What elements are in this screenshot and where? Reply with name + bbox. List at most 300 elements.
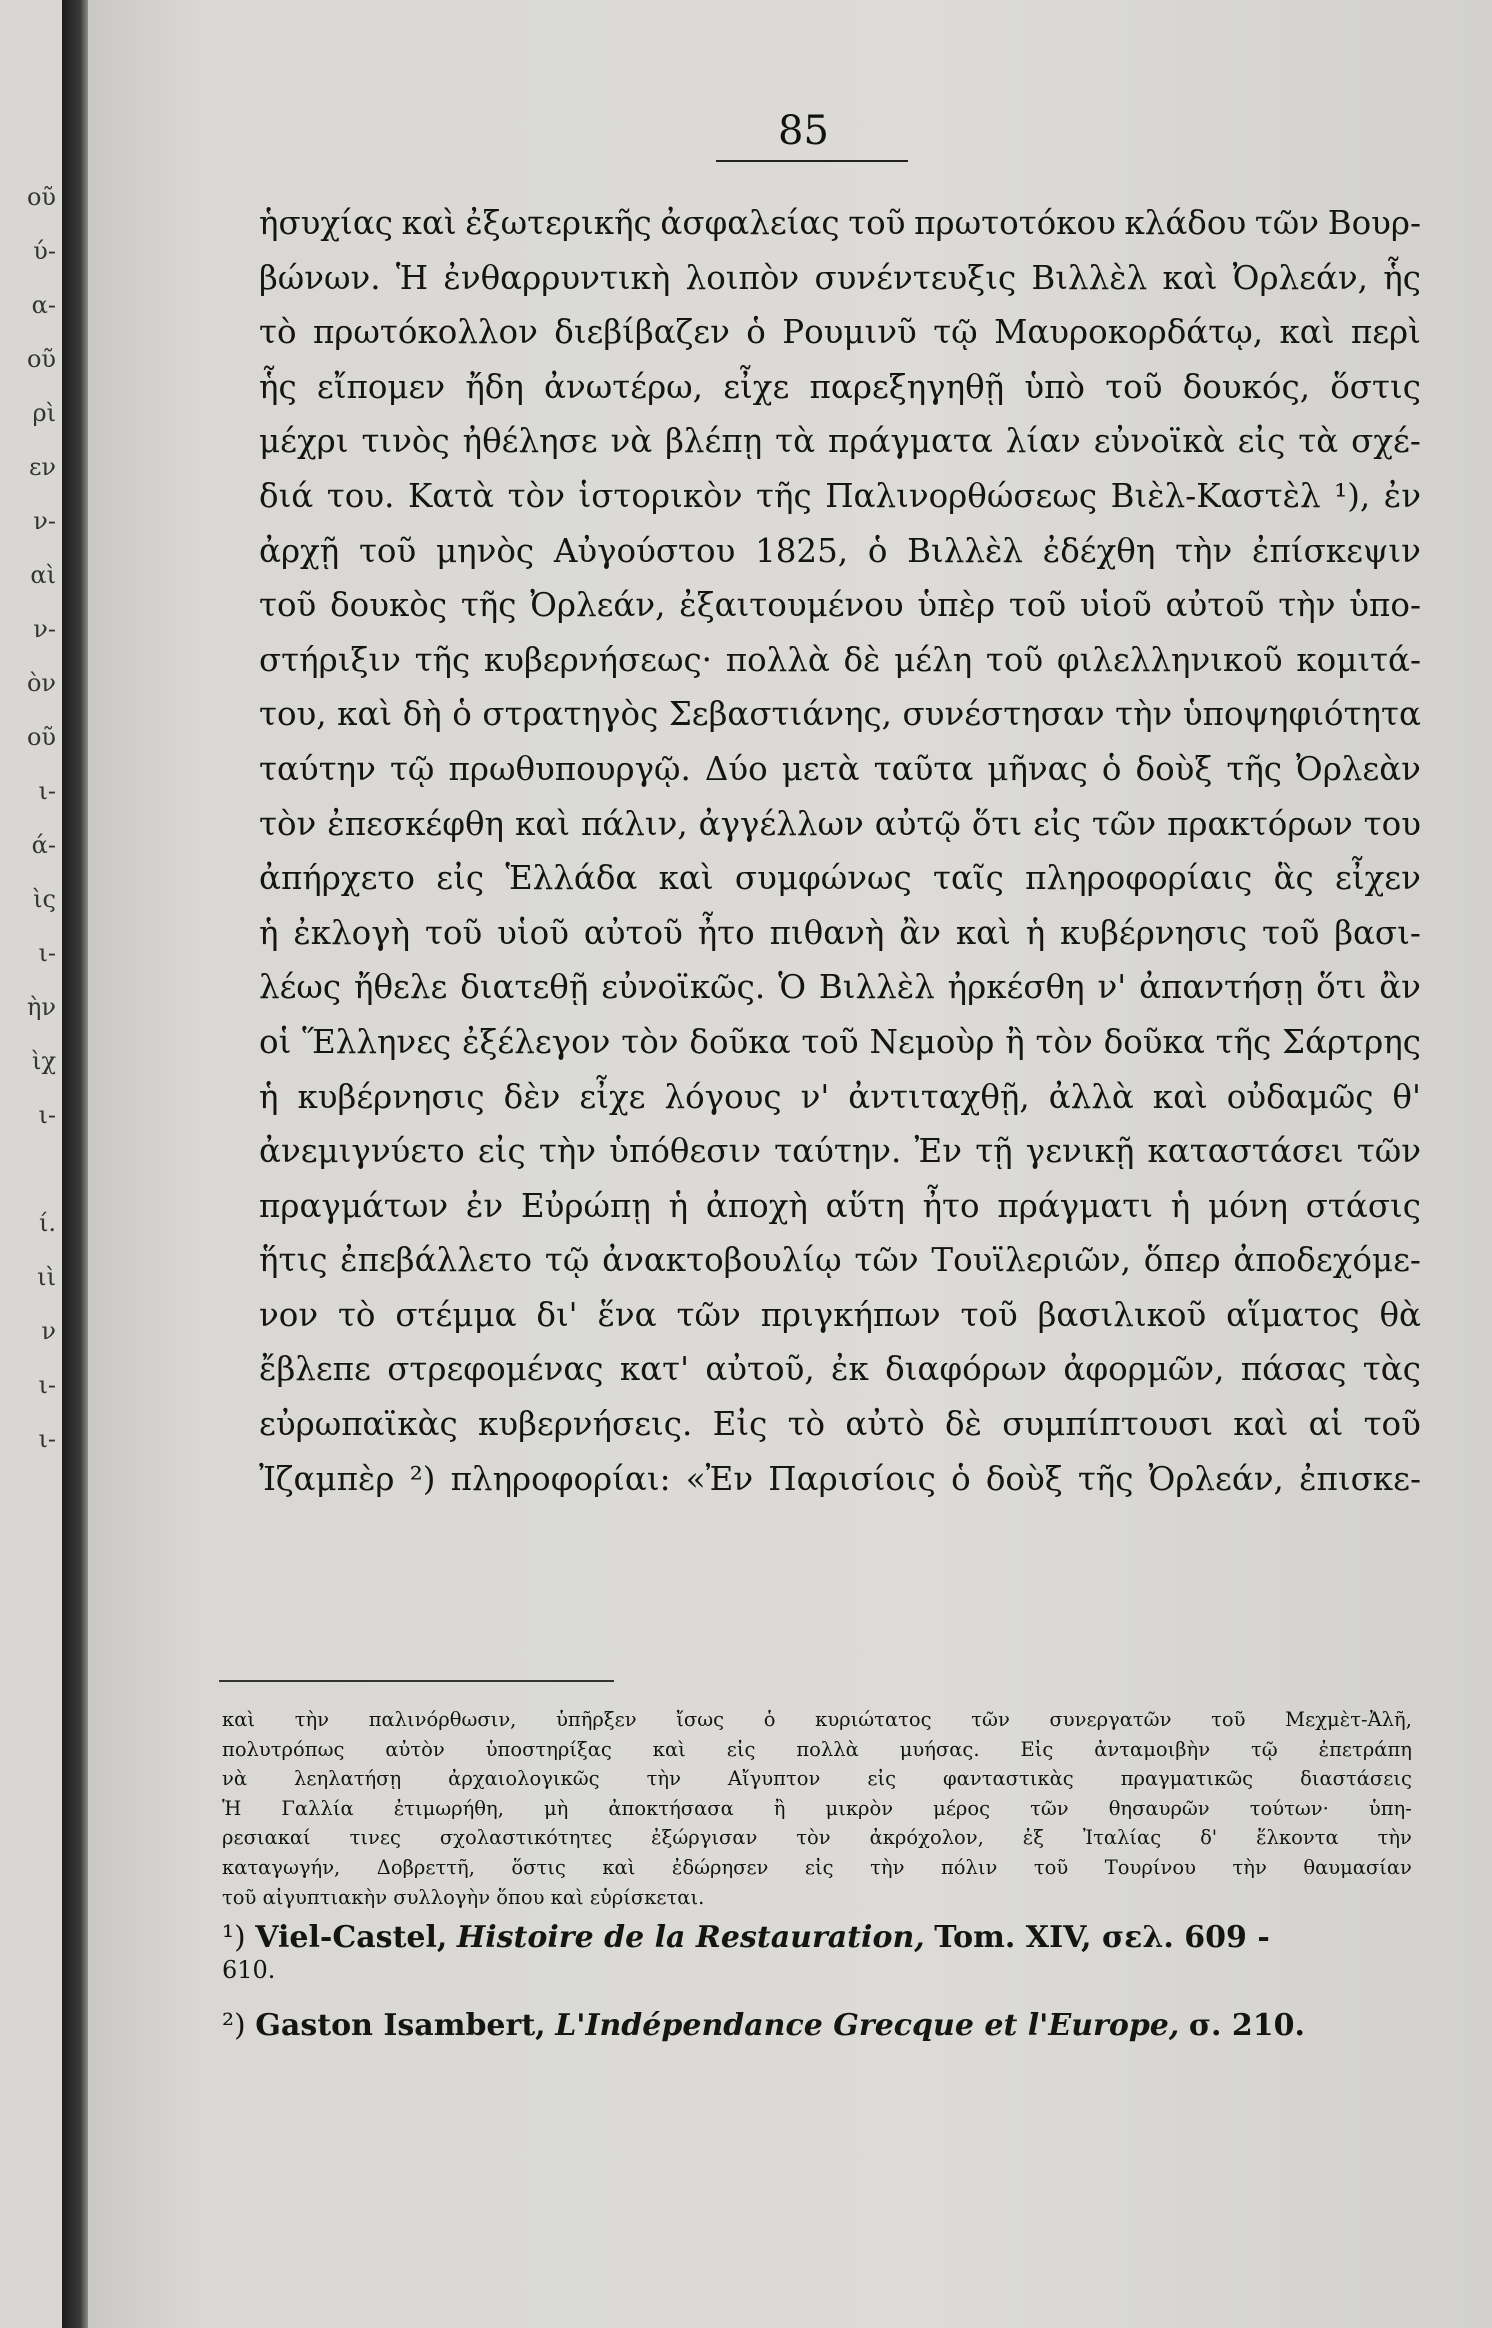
text-line xyxy=(259,1233,1421,1288)
word: μυήσας. xyxy=(899,1737,980,1761)
text-line xyxy=(259,1342,1421,1397)
word: μόνη xyxy=(1208,1186,1288,1225)
word: ἐδώρησεν xyxy=(671,1855,769,1879)
word: πληροφορίαι: xyxy=(450,1459,671,1498)
word: ἐξ xyxy=(1022,1826,1044,1850)
word: αὐτοῦ xyxy=(583,913,683,952)
word: πριγκήπων xyxy=(760,1295,941,1334)
word: διεβίβαζεν xyxy=(554,313,730,352)
word: πρωτοτόκου xyxy=(914,204,1116,242)
word: τῆς xyxy=(414,640,471,679)
text-line xyxy=(259,851,1421,906)
word: ἀσφαλείας xyxy=(660,204,840,242)
word: τὸν xyxy=(621,1022,679,1061)
margin-fragment: ν- xyxy=(33,507,56,535)
word: τὸ xyxy=(337,1295,376,1334)
word: αὐτὸν xyxy=(385,1737,445,1761)
word: βασιλικοῦ xyxy=(1037,1295,1207,1334)
footnote-separator xyxy=(219,1680,614,1682)
word: τὴν xyxy=(538,1132,597,1171)
word: εἰς xyxy=(804,1855,834,1879)
footnote-line xyxy=(222,1823,1412,1853)
word: εἰς xyxy=(436,859,485,898)
word: ἐδέχθη xyxy=(1042,531,1156,570)
margin-fragment: ὴν xyxy=(27,993,56,1021)
word: αἵματος xyxy=(1226,1295,1360,1334)
word: νὰ xyxy=(610,422,653,461)
word: δοὺξ xyxy=(985,1459,1063,1498)
word: ἠθέλησε xyxy=(462,422,598,461)
word: καὶ xyxy=(602,1855,636,1879)
word: δι' xyxy=(536,1295,578,1334)
footnote-line xyxy=(222,1883,1412,1913)
word: ἦτο xyxy=(697,913,755,952)
word: τοῦ xyxy=(960,1295,1018,1334)
word: τινες xyxy=(349,1826,401,1850)
text-line xyxy=(259,742,1421,797)
word: Ὀρλεάν, xyxy=(1232,258,1369,297)
word: ἐξέλεγον xyxy=(462,1022,611,1061)
margin-fragment: α- xyxy=(31,291,56,319)
word: τὴν xyxy=(1115,695,1173,734)
word: αἰγυπτιακὴν xyxy=(262,1885,394,1909)
word: ὑπόθεσιν xyxy=(609,1132,761,1171)
word: τὸν xyxy=(507,476,565,515)
word: ἐπετράπη xyxy=(1318,1737,1412,1761)
word: δὲ xyxy=(944,1405,982,1444)
word: Τουϊλεριῶν, xyxy=(931,1241,1132,1280)
word: συνέντευξις xyxy=(814,258,1017,297)
word: συλλογὴν xyxy=(393,1885,497,1909)
text-line xyxy=(259,633,1421,688)
word: ὁ xyxy=(951,1459,971,1498)
word: καὶ xyxy=(1233,1405,1289,1444)
word: Νεμοὺρ xyxy=(869,1022,995,1061)
word: Τουρίνου xyxy=(1104,1855,1196,1879)
margin-fragment: ύ- xyxy=(33,237,56,265)
word: ρεσιακαί xyxy=(222,1826,311,1850)
word: εὐρωπαϊκὰς xyxy=(259,1405,458,1444)
word: ἡ xyxy=(1025,913,1046,952)
word: τοῦ xyxy=(259,586,317,625)
word: ὅπου xyxy=(496,1885,551,1909)
word: τῆς xyxy=(756,476,812,515)
word: ἐπίσκεψιν xyxy=(1252,531,1421,570)
word: ἠρκέσθη xyxy=(947,968,1085,1007)
word: νὰ xyxy=(222,1767,248,1791)
word: φιλελληνικοῦ xyxy=(1056,640,1283,679)
word: καὶ xyxy=(1279,313,1335,352)
header-rule xyxy=(716,160,908,162)
word: τοῦ xyxy=(1363,1405,1421,1444)
word: τὴν xyxy=(294,1708,330,1731)
word: δοῦκα xyxy=(689,1022,791,1061)
word: Ὀρλεάν, xyxy=(530,586,666,625)
word: τῶν xyxy=(854,1241,919,1280)
footnote-details: Tom. XIV, σελ. 609 - xyxy=(934,1920,1270,1956)
word: τῆς xyxy=(1215,1022,1272,1061)
word: υἱοῦ xyxy=(497,913,569,952)
footnote-line xyxy=(222,1764,1412,1794)
word: στήριξιν xyxy=(259,640,401,679)
word: τῆς xyxy=(460,586,517,625)
word: ὑπὸ xyxy=(1024,367,1085,406)
word: τὸ xyxy=(259,313,297,352)
word: του, xyxy=(259,695,327,734)
footnote-line xyxy=(222,1794,1412,1824)
word: Ὀρλεάν, xyxy=(1148,1459,1284,1498)
word: εἶχε xyxy=(723,367,790,406)
word: ἀντιταχθῇ, xyxy=(848,1077,1030,1116)
word: ὅπερ xyxy=(1143,1241,1221,1280)
word: τῷ xyxy=(933,313,978,352)
word: ὅστις xyxy=(511,1855,566,1879)
word: πράγματα xyxy=(827,422,993,461)
word: πάσας xyxy=(1240,1350,1347,1389)
word: ἐπεβάλλετο xyxy=(340,1241,533,1280)
word: ὅστις xyxy=(1330,367,1421,406)
word: Ρουμινῦ xyxy=(782,313,917,352)
footnote-continuation xyxy=(222,1705,1412,1912)
word: μὴ xyxy=(543,1796,569,1820)
word: τοῦ xyxy=(1033,1855,1069,1879)
word: ἃς xyxy=(1273,859,1314,898)
word: του xyxy=(1363,804,1421,843)
word: ν' xyxy=(800,1077,830,1116)
word: Αἴγυπτον xyxy=(727,1767,821,1791)
word: τὸν xyxy=(259,804,317,843)
previous-page-text-fragments xyxy=(0,170,60,1466)
text-line xyxy=(259,524,1421,579)
text-line xyxy=(259,1288,1421,1343)
word: ὑπὲρ xyxy=(917,586,996,625)
word: ὅτι xyxy=(971,804,1023,843)
word: ἐπισκε- xyxy=(1299,1459,1421,1498)
word: τοῦ xyxy=(1008,586,1067,625)
margin-fragment: οῦ xyxy=(26,723,56,751)
text-line xyxy=(259,1070,1421,1125)
word: οἱ xyxy=(259,1022,292,1061)
word: κυβερνήσεως· xyxy=(483,640,713,679)
word: τοῦ xyxy=(1262,913,1320,952)
word: τῶν xyxy=(676,1295,741,1334)
word: εἴπομεν xyxy=(316,367,446,406)
word: τοῦ xyxy=(222,1885,263,1909)
word: ἐν xyxy=(1383,476,1421,515)
word: γενικῇ xyxy=(1025,1132,1135,1171)
footnote-line xyxy=(222,1705,1412,1735)
word: Ὁ xyxy=(778,968,807,1007)
word: στρεφομένας xyxy=(387,1350,604,1389)
word: ὑποψηφιότητα xyxy=(1182,695,1421,734)
word: τῷ xyxy=(1251,1737,1278,1761)
footnote-author: Viel-Castel, xyxy=(255,1920,448,1956)
word: τοῦ xyxy=(358,531,417,570)
word: πραγμάτων xyxy=(259,1186,449,1225)
word: κλάδου xyxy=(1124,204,1247,242)
word: Ἡ xyxy=(395,258,429,297)
word: κατ' xyxy=(619,1350,690,1389)
word: Δύο xyxy=(704,749,768,788)
word: σχολαστικότητες xyxy=(439,1826,613,1850)
word: ἢ xyxy=(773,1796,786,1820)
word: δοὺξ xyxy=(1135,749,1213,788)
word: ἀνωτέρω, xyxy=(544,367,704,406)
word: ὁ xyxy=(452,695,472,734)
word: οὐδαμῶς xyxy=(1226,1077,1374,1116)
word: ὑπῆρξεν xyxy=(556,1708,637,1731)
word: ἐν xyxy=(465,1186,504,1225)
footnote-title: Histoire de la Restauration, xyxy=(456,1920,925,1956)
word: διαφόρων xyxy=(885,1350,1048,1389)
word: συμπίπτουσι xyxy=(1002,1405,1214,1444)
word: αὐτῷ xyxy=(874,804,961,843)
word: τούτων· xyxy=(1249,1796,1329,1820)
word: τὴν xyxy=(646,1767,681,1791)
word: Ἑλλάδα xyxy=(505,859,638,898)
word: ὁ xyxy=(1101,749,1122,788)
word: καὶ xyxy=(1152,1077,1208,1116)
word: λίαν xyxy=(1005,422,1081,461)
word: ἧς xyxy=(1383,258,1421,297)
word: ἀφορμῶν, xyxy=(1063,1350,1225,1389)
word: Γαλλία xyxy=(281,1796,354,1820)
text-line xyxy=(259,1124,1421,1179)
word: ἡ xyxy=(259,1077,279,1116)
word: του. xyxy=(326,476,395,515)
word: ἀρχαιολογικῶς xyxy=(448,1767,600,1791)
margin-fragment: αὶ xyxy=(30,561,56,589)
word: διαστάσεις xyxy=(1300,1767,1412,1791)
word: τῆς xyxy=(1077,1459,1134,1498)
word: κυριώτατος xyxy=(815,1708,932,1731)
word: εἰς xyxy=(1033,804,1081,843)
word: συνεργατῶν xyxy=(1049,1708,1172,1731)
text-line xyxy=(259,960,1421,1015)
word: ταῖς xyxy=(932,859,1004,898)
word: ἀπαντήσῃ xyxy=(1139,968,1304,1007)
text-line xyxy=(259,469,1421,524)
word: μηνὸς xyxy=(436,531,535,570)
word: Βιλλὲλ xyxy=(818,968,935,1007)
word: ὁ xyxy=(867,531,888,570)
word: ἐξαιτουμένου xyxy=(679,586,904,625)
main-text-block xyxy=(259,196,1421,1506)
word: ταῦτα xyxy=(873,749,974,788)
word: ἤθελε xyxy=(354,968,448,1007)
word: θαυμασίαν xyxy=(1303,1855,1412,1879)
word: ὑπη- xyxy=(1368,1796,1412,1820)
text-line xyxy=(259,797,1421,852)
word: καὶ xyxy=(955,913,1011,952)
word: Εὐρώπῃ xyxy=(520,1186,651,1225)
word: πολλὰ xyxy=(796,1737,859,1761)
word: πραγματικῶς xyxy=(1120,1767,1254,1791)
word: Ἰζαμπὲρ xyxy=(259,1459,395,1498)
word: ἡ xyxy=(259,913,279,952)
word: τὴν xyxy=(870,1855,905,1879)
word: περὶ xyxy=(1350,313,1421,352)
word: Βουρ- xyxy=(1327,204,1421,242)
margin-fragment xyxy=(0,1142,60,1196)
word: υἱοῦ xyxy=(1079,586,1152,625)
word: παρεξηγηθῇ xyxy=(809,367,1005,406)
word: πολυτρόπως xyxy=(222,1737,345,1761)
word: εἰς xyxy=(477,1132,526,1171)
word: Ὀρλεὰν xyxy=(1296,749,1421,788)
word: αὐτὸ xyxy=(845,1405,925,1444)
word: παλινόρθωσιν, xyxy=(368,1708,517,1731)
margin-fragment: ν- xyxy=(33,615,56,643)
word: κυβέρνησις xyxy=(1060,913,1248,952)
word: ἐπεσκέφθη xyxy=(327,804,505,843)
word: θησαυρῶν xyxy=(1108,1796,1210,1820)
word: πρωθυπουργῷ. xyxy=(448,749,691,788)
word: καταγωγήν, xyxy=(222,1855,341,1879)
word: καὶ xyxy=(1162,258,1218,297)
word: βλέπῃ xyxy=(665,422,763,461)
word: τῶν xyxy=(1091,804,1157,843)
word: ἂν xyxy=(1379,968,1421,1007)
word: πολλὰ xyxy=(725,640,830,679)
text-line xyxy=(259,1179,1421,1234)
margin-fragment: ν xyxy=(41,1317,56,1345)
word: Αὐγούστου xyxy=(553,531,736,570)
word: τοῦ xyxy=(985,640,1044,679)
word: δὴ xyxy=(402,695,442,734)
word: λέως xyxy=(259,968,342,1007)
word: τὸ xyxy=(787,1405,826,1444)
word: ἀνεμιγνύετο xyxy=(259,1132,465,1171)
word: καταστάσει xyxy=(1147,1132,1344,1171)
word: τὴν xyxy=(1232,1855,1267,1879)
word: τὴν xyxy=(1377,1826,1412,1850)
footnote-reference-2 xyxy=(222,2008,1412,2044)
word: ἱστορικὸν xyxy=(578,476,743,515)
word: κυβερνήσεις. xyxy=(478,1405,693,1444)
word: φανταστικὰς xyxy=(943,1767,1074,1791)
word: ἀγγέλλων xyxy=(698,804,864,843)
word: εὐνοϊκῶς. xyxy=(601,968,766,1007)
word: πάλιν, xyxy=(580,804,688,843)
margin-fragment: εν xyxy=(28,453,56,481)
margin-fragment: ὶς xyxy=(33,885,56,913)
word: ἐνθαρρυντικὴ xyxy=(443,258,671,297)
word: ὑπο- xyxy=(1349,586,1421,625)
margin-fragment: οῦ xyxy=(26,183,56,211)
word: ὅτι xyxy=(1316,968,1367,1007)
word: εἶχεν xyxy=(1335,859,1421,898)
word: καὶ xyxy=(222,1708,256,1731)
word: ἐκ xyxy=(831,1350,869,1389)
margin-fragment: ί. xyxy=(38,1209,56,1237)
word: καὶ xyxy=(658,859,714,898)
text-line xyxy=(259,360,1421,415)
word: ταύτην xyxy=(259,749,376,788)
word: πρακτόρων xyxy=(1167,804,1353,843)
word: κομιτά- xyxy=(1296,640,1421,679)
word: Εἰς xyxy=(712,1405,768,1444)
word: ἀρχῇ xyxy=(259,531,340,570)
word: μικρὸν xyxy=(825,1796,894,1820)
word: ἤδη xyxy=(465,367,524,406)
text-line xyxy=(259,1452,1421,1507)
word: θ' xyxy=(1392,1077,1421,1116)
word: Παλινορθώσεως xyxy=(825,476,1098,515)
margin-fragment: οῦ xyxy=(26,345,56,373)
word: μέλη xyxy=(894,640,973,679)
word: ταύτην. xyxy=(774,1132,902,1171)
word: τῶν xyxy=(1254,204,1320,242)
word: τῶν xyxy=(971,1708,1010,1731)
text-line xyxy=(259,196,1421,251)
word: μετὰ xyxy=(781,749,860,788)
word: βασι- xyxy=(1334,913,1421,952)
word: ²) xyxy=(409,1459,436,1498)
word: ἀποκτήσασα xyxy=(608,1796,734,1820)
word: τοῦ xyxy=(1211,1708,1246,1731)
word: τινὸς xyxy=(361,422,450,461)
word: τὰ xyxy=(775,422,816,461)
word: τοῦ xyxy=(801,1022,859,1061)
word: Ἐν xyxy=(914,1132,963,1171)
word: ἡ xyxy=(1170,1186,1191,1225)
word: «Ἐν xyxy=(685,1459,754,1498)
margin-fragment: ι- xyxy=(38,1101,56,1129)
word: εὑρίσκεται. xyxy=(589,1885,705,1909)
word: στάσις xyxy=(1305,1186,1421,1225)
word: μέρος xyxy=(933,1796,991,1820)
word: τὴν xyxy=(1175,531,1233,570)
word: δουκὸς xyxy=(330,586,448,625)
word: τὴν xyxy=(1278,586,1336,625)
word: Ἰταλίας xyxy=(1082,1826,1162,1850)
word: Σάρτρης xyxy=(1282,1022,1421,1061)
word: Βιὲλ-Καστὲλ xyxy=(1110,476,1321,515)
word: καὶ xyxy=(401,204,457,242)
margin-fragment: ι- xyxy=(38,777,56,805)
word: Δοβρεττῆ, xyxy=(376,1855,475,1879)
word: πόλιν xyxy=(940,1855,998,1879)
margin-fragment: ρὶ xyxy=(32,399,56,427)
footnote-author: Gaston Isambert, xyxy=(255,2008,546,2044)
word: ἀλλὰ xyxy=(1048,1077,1134,1116)
word: ἕλκοντα xyxy=(1256,1826,1339,1850)
word: Βιλλὲλ xyxy=(1031,258,1148,297)
word: ὑποστηρίξας xyxy=(485,1737,612,1761)
margin-fragment: ι- xyxy=(38,1425,56,1453)
footnote-reference-1 xyxy=(222,1920,1412,1956)
book-page xyxy=(88,0,1492,2328)
word: τοῦ xyxy=(425,913,483,952)
word: εἰς xyxy=(867,1767,897,1791)
word: ἐξώργισαν xyxy=(651,1826,758,1850)
word: συμφώνως xyxy=(734,859,912,898)
footnote-details: σ. 210. xyxy=(1188,2008,1305,2044)
text-line xyxy=(259,251,1421,306)
word: ἀποδεχόμε- xyxy=(1233,1241,1421,1280)
text-line xyxy=(259,305,1421,360)
word: Μαυροκορδάτῳ, xyxy=(994,313,1264,352)
word: λόγους xyxy=(664,1077,782,1116)
word: καὶ xyxy=(337,695,393,734)
word: εὐνοϊκὰ xyxy=(1093,422,1225,461)
word: Κατὰ xyxy=(407,476,495,515)
word: ¹), xyxy=(1334,476,1371,515)
word: δὲ xyxy=(843,640,881,679)
word: ἥτις xyxy=(259,1241,328,1280)
word: ὁ xyxy=(746,313,766,352)
